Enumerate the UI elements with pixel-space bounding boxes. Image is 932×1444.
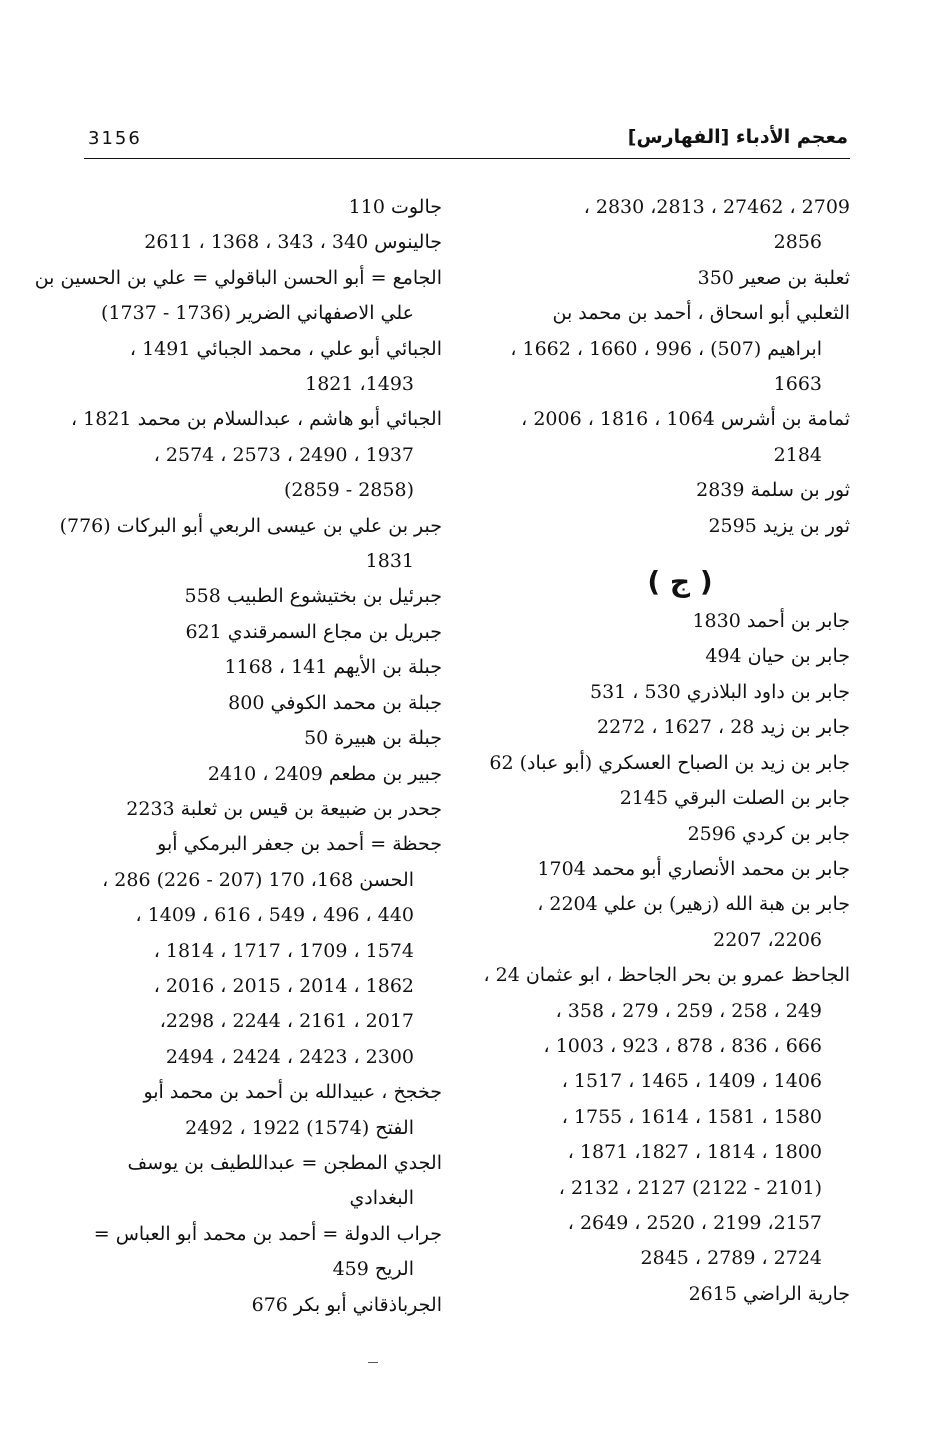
index-entries-jim (483, 604, 850, 1312)
index-entries-jim-continued (34, 190, 442, 1323)
index-entry-continuation: ابراهيم (507) ، 996 ، 1660 ، 1662 ، (510, 337, 822, 360)
footer-mark (368, 1362, 378, 1363)
index-entry-continuation: 1831 (365, 550, 414, 573)
index-column-right (483, 190, 850, 1312)
running-title: معجم الأدباء [الفهارس] (627, 126, 848, 148)
index-entry-continuation: الريح 459 (332, 1258, 414, 1281)
index-entry: جبر بن علي بن عيسى الربعي أبو البركات (776) (59, 514, 442, 537)
index-entry-continuation: 249 ، 258 ، 259 ، 279 ، 358 ، (555, 999, 822, 1022)
index-entry: جبلة بن الأيهم 141 ، 1168 (224, 656, 442, 679)
index-entry: ثمامة بن أشرس 1064 ، 1816 ، 2006 ، (521, 408, 850, 431)
index-entry-continuation: (2101 - 2122) 2127 ، 2132 ، (558, 1176, 822, 1199)
index-entry-continuation: البغدادي (349, 1187, 414, 1210)
index-entry: جابر بن محمد الأنصاري أبو محمد 1704 (537, 857, 850, 880)
header-rule (84, 158, 850, 159)
index-entries-tha (510, 190, 850, 544)
index-entry: ثور بن يزيد 2595 (708, 514, 850, 537)
index-entry: جبلة بن محمد الكوفي 800 (228, 691, 442, 714)
index-entry-continuation: الفتح (1574) 1922 ، 2492 (185, 1116, 414, 1139)
index-entry: جابر بن كردي 2596 (687, 822, 850, 845)
index-column-left (34, 190, 442, 1323)
index-entry-continuation: 2724 ، 2789 ، 2845 (640, 1247, 822, 1270)
index-entry: جراب الدولة = أحمد بن محمد أبو العباس = (93, 1222, 442, 1245)
index-entry-continuation: 1800 ، 1814 ، 1827، 1871 ، (567, 1141, 822, 1164)
index-entry-continuation: 1580 ، 1581 ، 1614 ، 1755 ، (561, 1105, 822, 1128)
index-entry: جالوت 110 (348, 196, 442, 218)
index-entry: جبرئيل بن بختيشوع الطبيب 558 (184, 585, 442, 608)
index-entry: الجرباذقاني أبو بكر 676 (251, 1293, 442, 1316)
index-entry: جبلة بن هبيرة 50 (304, 727, 442, 750)
index-entry: الجامع = أبو الحسن الباقولي = علي بن الحسين بن (34, 266, 442, 289)
index-entry: جخجخ ، عبيدالله بن أحمد بن محمد أبو (143, 1081, 442, 1104)
index-entry: جبير بن مطعم 2409 ، 2410 (207, 762, 442, 785)
index-entry: جابر بن أحمد 1830 (692, 610, 850, 633)
index-entry: الثعلبي أبو اسحاق ، أحمد بن محمد بن (552, 302, 850, 325)
index-entry: جابر بن الصلت البرقي 2145 (619, 787, 850, 810)
index-entry-continuation: 1493، 1821 (305, 373, 414, 396)
index-entry: ثعلبة بن صعير 350 (697, 266, 850, 289)
index-entry: جابر بن زيد بن الصباح العسكري (أبو عباد) 62 (489, 751, 850, 774)
index-entry-continuation: 2206، 2207 (713, 928, 822, 951)
index-entry: ثور بن سلمة 2839 (696, 479, 850, 502)
index-entry-continuation: 666 ، 836 ، 878 ، 923 ، 1003 ، (543, 1034, 822, 1057)
index-entry: جارية الراضي 2615 (688, 1282, 850, 1305)
index-entry-continuation: 1862 ، 2014 ، 2015 ، 2016 ، (153, 974, 414, 997)
index-entry: جحدر بن ضبيعة بن قيس بن ثعلبة 2233 (126, 797, 442, 820)
index-entry: جابر بن زيد 28 ، 1627 ، 2272 (597, 716, 850, 739)
index-entry-continuation: 1574 ، 1709 ، 1717 ، 1814 ، (153, 939, 414, 962)
index-entry-continuation: 2856 (773, 231, 822, 254)
index-entry: 2709 ، 27462 ، 2813، 2830 ، (583, 196, 850, 218)
index-entry: جابر بن داود البلاذري 530 ، 531 (590, 680, 850, 703)
index-entry-continuation: علي الاصفهاني الضرير (1736 - 1737) (101, 302, 414, 325)
index-entry: جحظة = أحمد بن جعفر البرمكي أبو (157, 833, 442, 856)
index-entry-continuation: 2157، 2199 ، 2520 ، 2649 ، (567, 1211, 822, 1234)
index-entry-continuation: 2017 ، 2161 ، 2244 ، 2298، (159, 1010, 414, 1033)
index-entry-continuation: 1937 ، 2490 ، 2573 ، 2574 ، (153, 443, 414, 466)
index-entry: الجبائي أبو علي ، محمد الجبائي 1491 ، (129, 337, 442, 360)
index-entry-continuation: 2300 ، 2423 ، 2424 ، 2494 (165, 1045, 414, 1068)
index-entry: جبريل بن مجاع السمرقندي 621 (185, 620, 442, 643)
index-entry: الجاحظ عمرو بن بحر الجاحظ ، ابو عثمان 24 ، (483, 964, 850, 987)
index-entry-continuation: 2184 (773, 443, 822, 466)
index-entry-continuation: 1663 (773, 373, 822, 396)
index-entry: جابر بن حيان 494 (705, 645, 850, 668)
index-entry: جالينوس 340 ، 343 ، 1368 ، 2611 (144, 231, 442, 254)
index-entry-continuation: (2858 - 2859) (283, 479, 414, 502)
page-number: 3156 (88, 128, 142, 149)
section-heading-jim: ( ج ) (647, 565, 713, 599)
index-entry-continuation: الحسن 168، 170 (207 - 226) 286 ، (102, 868, 414, 891)
index-entry: الجدي المطجن = عبداللطيف بن يوسف (127, 1151, 442, 1174)
index-entry-continuation: 1406 ، 1409 ، 1465 ، 1517 ، (561, 1070, 822, 1093)
index-entry: جابر بن هبة الله (زهير) بن علي 2204 ، (537, 893, 850, 916)
index-entry: الجبائي أبو هاشم ، عبدالسلام بن محمد 1821 ، (71, 408, 442, 431)
index-entry-continuation: 440 ، 496 ، 549 ، 616 ، 1409 ، (135, 904, 414, 927)
